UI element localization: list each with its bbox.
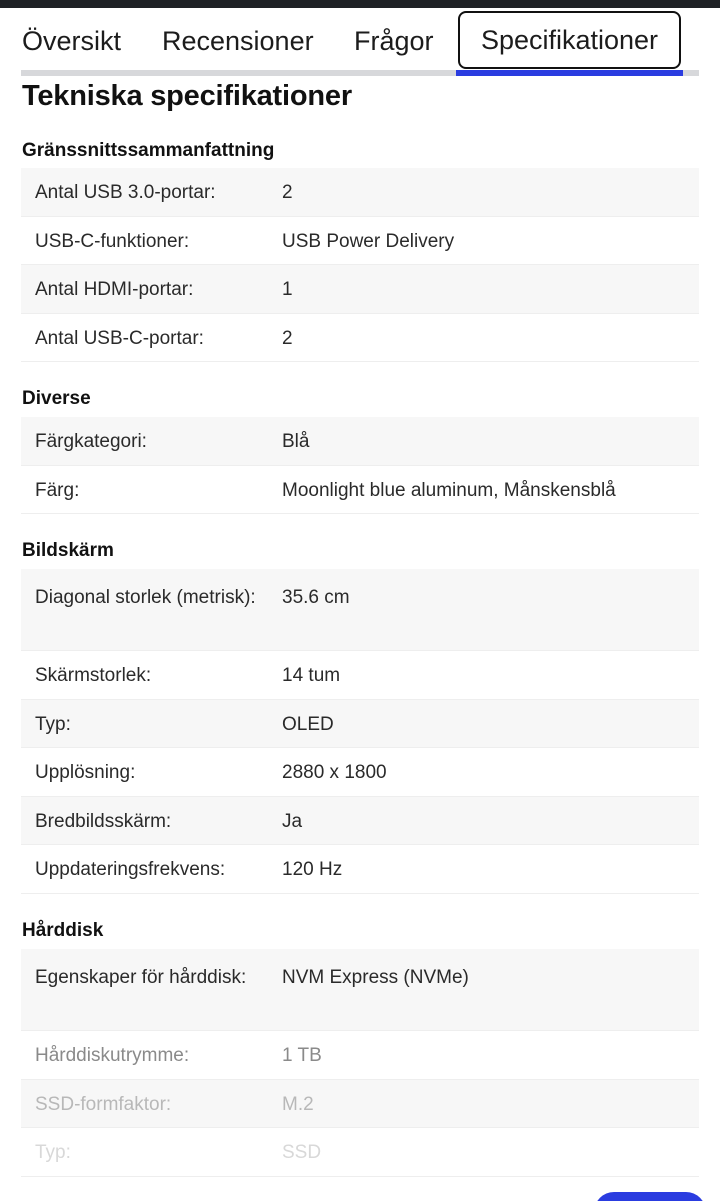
- spec-row: [21, 168, 699, 217]
- section-title-harddisk: Hårddisk: [22, 920, 104, 941]
- spec-row: [21, 569, 699, 651]
- spec-key: Antal USB-C-portar:: [35, 327, 204, 349]
- tab-recensioner[interactable]: Recensioner: [162, 26, 314, 56]
- spec-row: [21, 700, 699, 749]
- spec-row: [21, 314, 699, 363]
- spec-table-harddisk: [21, 949, 699, 1177]
- spec-key: Diagonal storlek (metrisk):: [35, 587, 256, 608]
- spec-table-interface: [21, 168, 699, 362]
- spec-value: 2: [282, 182, 293, 203]
- spec-row: [21, 797, 699, 846]
- spec-row: [21, 1031, 699, 1080]
- section-title-diverse: Diverse: [22, 388, 91, 409]
- spec-key: Egenskaper för hårddisk:: [35, 967, 247, 988]
- spec-key: SSD-formfaktor:: [35, 1093, 172, 1115]
- active-tab-indicator: [456, 70, 683, 76]
- spec-row: [21, 651, 699, 700]
- spec-value: 14 tum: [282, 665, 341, 686]
- spec-row: [21, 748, 699, 797]
- spec-value: SSD: [282, 1142, 322, 1163]
- spec-table-diverse: [21, 417, 699, 514]
- tab-specifikationer[interactable]: Specifikationer: [458, 11, 681, 69]
- spec-key: Uppdateringsfrekvens:: [35, 859, 226, 880]
- spec-key: Typ:: [35, 1142, 71, 1163]
- spec-row: [21, 217, 699, 266]
- page-title: Tekniska specifikationer: [22, 80, 352, 112]
- spec-key: Antal HDMI-portar:: [35, 279, 194, 300]
- tab-fragor[interactable]: Frågor: [354, 26, 434, 56]
- spec-key: Upplösning:: [35, 762, 136, 783]
- spec-value: 2880 x 1800: [282, 762, 387, 783]
- spec-key: USB-C-funktioner:: [35, 230, 190, 252]
- product-tabs: [0, 8, 720, 76]
- spec-value: 120 Hz: [282, 859, 343, 880]
- spec-value: 1: [282, 279, 293, 300]
- spec-value: OLED: [282, 713, 334, 735]
- spec-value: NVM Express (NVMe): [282, 967, 469, 988]
- spec-key: Färgkategori:: [35, 431, 147, 452]
- spec-row: [21, 845, 699, 894]
- spec-key: Bredbildsskärm:: [35, 810, 172, 832]
- spec-key: Hårddiskutrymme:: [35, 1045, 190, 1066]
- spec-value: M.2: [282, 1093, 314, 1115]
- section-title-display: Bildskärm: [22, 540, 114, 561]
- spec-row: [21, 417, 699, 466]
- spec-table-display: [21, 569, 699, 894]
- spec-value: 2: [282, 327, 293, 349]
- spec-value: 1 TB: [282, 1045, 322, 1066]
- floating-action-button[interactable]: [594, 1192, 706, 1201]
- spec-key: Färg:: [35, 479, 80, 501]
- spec-row: [21, 466, 699, 515]
- spec-key: Typ:: [35, 713, 71, 735]
- spec-row: [21, 1128, 699, 1177]
- spec-value: Blå: [282, 431, 310, 452]
- spec-value: USB Power Delivery: [282, 230, 455, 252]
- spec-value: Moonlight blue aluminum, Månskensblå: [282, 479, 616, 501]
- spec-row: [21, 1080, 699, 1129]
- status-bar: [0, 0, 720, 8]
- spec-row: [21, 949, 699, 1031]
- spec-row: [21, 265, 699, 314]
- tab-oversikt[interactable]: Översikt: [22, 26, 122, 56]
- spec-key: Skärmstorlek:: [35, 665, 152, 686]
- spec-value: Ja: [282, 810, 303, 832]
- spec-key: Antal USB 3.0-portar:: [35, 182, 216, 203]
- section-title-interface: Gränssnittssammanfattning: [22, 140, 275, 161]
- spec-value: 35.6 cm: [282, 587, 350, 608]
